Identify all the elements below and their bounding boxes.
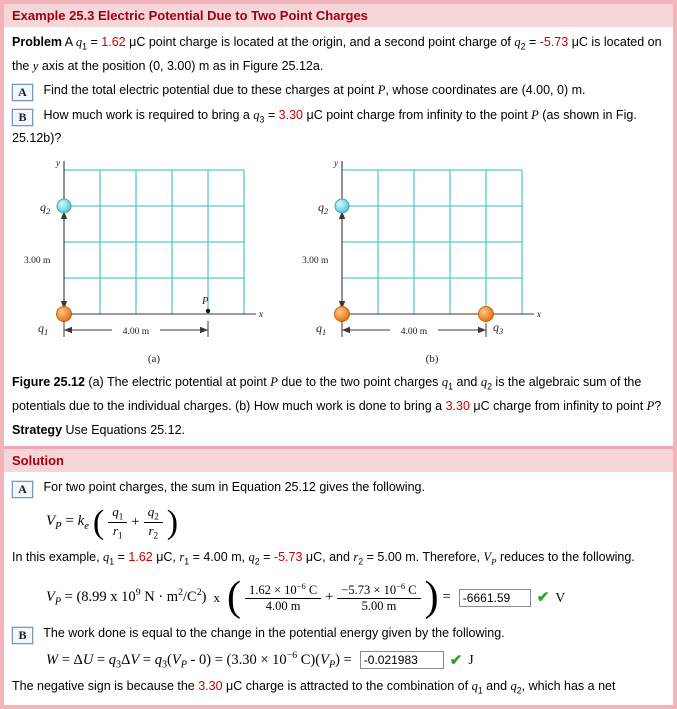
charge-q2 — [57, 199, 71, 213]
point-p-dot — [206, 309, 210, 313]
eq2-lead: $V_P = (8.99$ x $10^9$ $N \cdot m^2/C^2$) — [46, 587, 207, 609]
close-paren: ) — [424, 573, 439, 620]
figure-25-12a — [16, 156, 266, 368]
open-paren: ( — [226, 573, 241, 620]
potential-answer-input[interactable] — [459, 589, 531, 607]
grid-a — [64, 170, 244, 314]
times-sign: x — [213, 589, 220, 605]
y-axis-label: y — [56, 158, 60, 168]
subfigure-b-label: (b) — [425, 353, 439, 365]
equation-vp-numeric — [46, 573, 665, 620]
part-a-question: Find the total electric potential due to these charges at point P, whose coordinates are (4.00, 0) m. — [43, 82, 586, 97]
figure-25-12b — [294, 156, 544, 368]
part-b-question-row — [12, 106, 665, 149]
plus-sign: + — [131, 514, 140, 531]
equation-vp-general — [46, 504, 665, 543]
subfigure-a-label: (a) — [147, 353, 161, 365]
open-paren: ( — [92, 503, 105, 541]
solution-a-text: For two point charges, the sum in Equation 25.12 gives the following. — [43, 479, 425, 494]
dim-4m-label: 4.00 m — [400, 327, 428, 337]
x-axis-label: x — [259, 309, 263, 319]
solution-a-row — [12, 478, 665, 498]
fraction-q2-value: $\frac{-5.73 \times 10^{-6} C}{5.00 m}$ — [337, 581, 420, 615]
strategy-text: Strategy Use Equations 25.12. — [12, 422, 186, 437]
eq3-expression: $W = \Delta U = q_3\Delta V = q_3(V_P - 0) = (3.30 \times 10^{-6}$ $C)(V_P)$ = — [46, 649, 352, 671]
solution-header: Solution — [12, 452, 64, 468]
solution-b-text: The work done is equal to the change in the potential energy given by the following. — [43, 625, 505, 640]
q2-label: $q_2$ — [40, 200, 51, 216]
q1-label: $q_1$ — [38, 321, 49, 337]
axes-b — [342, 161, 534, 314]
height-dimension-a — [61, 211, 67, 309]
q1-label: $q_1$ — [316, 321, 327, 337]
charge-q1 — [57, 307, 72, 322]
figure-caption: Figure 25.12 (a) The electric potential at point P due to the two point charges $q_1$ and $q_2$ is the algebraic sum of the potentials due to the individual charges. (b) How much work is done to bring a 3.30 μC charge from infinity to point P? — [12, 375, 662, 413]
eq1-lead: $V_P = k_e$ — [46, 513, 89, 533]
fraction-q1-r1: $\frac{q_1}{r_1}$ — [108, 504, 127, 543]
figure-25-12 — [12, 156, 665, 368]
charge-q1 — [335, 307, 350, 322]
fraction-q2-r2: $\frac{q_2}{r_2}$ — [144, 504, 163, 543]
problem-section — [4, 27, 673, 440]
equals-sign: = — [442, 589, 451, 606]
q3-label: $q_3$ — [493, 320, 504, 336]
y-axis-label: y — [334, 158, 338, 168]
solution-header-bar — [4, 449, 673, 472]
grid-b — [342, 170, 522, 314]
solution-b-badge: B — [12, 627, 33, 644]
problem-statement: Problem A $q_1 = 1.62$ μC point charge is located at the origin, and a second point charge of $q_2 = -5.73$ μC is located on the y axis at the position (0, 3.00) m as in Figure 25.12a. — [12, 35, 662, 73]
dim-3m-label: 3.00 m — [302, 256, 329, 266]
x-axis-label: x — [537, 309, 541, 319]
part-b-question: How much work is required to bring a $q_3 = 3.30$ μC point charge from infinity to the point P (as shown in Fig. 25.12b)? — [12, 107, 637, 145]
solution-a-badge: A — [12, 481, 33, 498]
fraction-q1-value: $\frac{1.62 \times 10^{-6} C}{4.00 m}$ — [245, 581, 321, 615]
work-unit-label: J — [468, 652, 474, 668]
dim-3m-label: 3.00 m — [24, 256, 51, 266]
negative-sign-note: The negative sign is because the 3.30 μC charge is attracted to the combination of $q_1$ and $q_2$, which has a net — [12, 678, 616, 696]
correct-check-icon: ✔ — [536, 590, 550, 607]
charge-q3 — [479, 307, 494, 322]
dim-4m-label: 4.00 m — [122, 327, 150, 337]
point-p-label: P — [202, 296, 209, 307]
work-answer-input[interactable] — [360, 651, 444, 669]
height-dimension-b — [339, 211, 345, 309]
equation-work — [46, 650, 665, 671]
charge-q2 — [335, 199, 349, 213]
solution-b-row — [12, 624, 665, 644]
correct-check-icon: ✔ — [449, 652, 463, 669]
close-paren: ) — [166, 503, 179, 541]
potential-unit-label: V — [555, 589, 566, 605]
example-title: Example 25.3 Electric Potential Due to Two Point Charges — [12, 8, 368, 23]
q2-label: $q_2$ — [318, 200, 329, 216]
example-title-bar — [4, 4, 673, 27]
part-a-badge: A — [12, 84, 33, 101]
part-a-question-row — [12, 81, 665, 101]
part-b-badge: B — [12, 109, 33, 126]
solution-section — [4, 472, 673, 701]
axes-a — [64, 161, 256, 314]
solution-a-example-text: In this example, $q_1 = 1.62$ μC, $r_1 = 4.00$ m, $q_2 = -5.73$ μC, and $r_2 = 5.00$ m. Therefore, $V_P$ reduces to the following. — [12, 550, 635, 567]
plus-sign: + — [325, 589, 334, 606]
